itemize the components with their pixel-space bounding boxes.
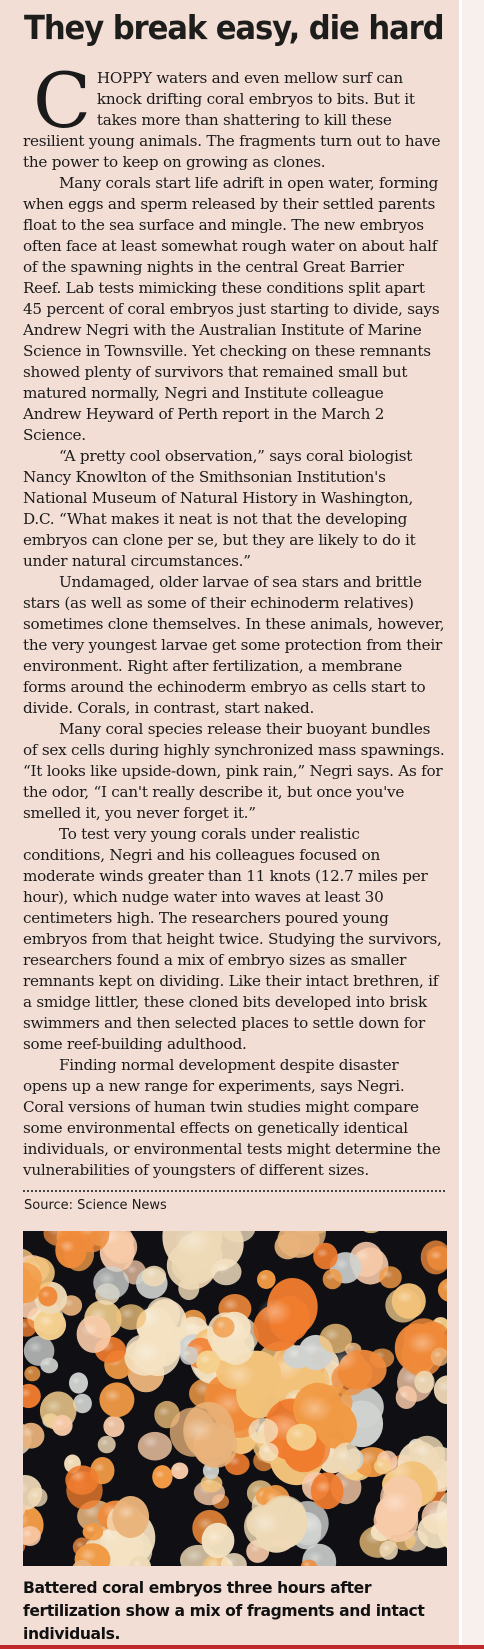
dotted-divider — [23, 1190, 445, 1192]
embryo-highlight — [336, 1449, 350, 1460]
bottom-accent-rule — [0, 1645, 484, 1649]
coral-embryos-image — [23, 1231, 447, 1566]
embryo-highlight — [173, 1465, 182, 1472]
embryo-highlight — [185, 1548, 204, 1563]
embryo-highlight — [142, 1435, 159, 1449]
embryo-highlight — [215, 1320, 226, 1329]
embryo-highlight — [44, 1399, 62, 1414]
embryo-highlight — [106, 1420, 116, 1428]
paragraph-5: Many coral species release their buoyant bundles of sex cells during highly synchronized mass spawnings. “It looks like upside-down, pink rain,” Negri says. As for the odor, “I can't really describe it, but once you've smelled it, you never forget it.” — [23, 720, 445, 822]
paragraph-1-text: HOPPY waters and even mellow surf can knock drifting coral embryos to bits. But it takes more than shattering to kill these resilient young animals. The fragments turn out to have the power to keep on growing as clones. — [23, 69, 441, 171]
embryo-highlight — [30, 1491, 40, 1499]
coral-embryos-photo — [23, 1231, 447, 1566]
embryo-highlight — [117, 1505, 135, 1520]
embryo-highlight — [290, 1427, 305, 1439]
embryo-highlight — [199, 1354, 211, 1364]
embryo-highlight — [70, 1469, 87, 1482]
embryo-highlight — [316, 1248, 328, 1258]
embryo-highlight — [315, 1480, 331, 1493]
embryo-highlight — [43, 1360, 52, 1367]
embryo-highlight — [126, 1265, 137, 1274]
embryo-highlight — [100, 1439, 109, 1446]
embryo-highlight — [59, 1240, 75, 1253]
embryo-highlight — [222, 1362, 255, 1388]
embryo-highlight — [183, 1350, 192, 1357]
embryo-highlight — [382, 1270, 393, 1279]
embryo-highlight — [414, 1443, 432, 1457]
embryo-highlight — [206, 1530, 222, 1543]
embryo-highlight — [252, 1421, 267, 1433]
embryo-highlight — [81, 1323, 98, 1337]
embryo-highlight — [26, 1369, 34, 1375]
embryo-highlight — [38, 1314, 54, 1327]
embryo-highlight — [182, 1417, 214, 1443]
embryo-highlight — [257, 1298, 292, 1326]
embryo-highlight — [41, 1290, 51, 1298]
paragraph-3: “A pretty cool observation,” says coral biologist Nancy Knowlton of the Smithsonian Institution's National Museum of Natural History in Washington, D.C. “What makes it neat is not that the developing embryos can clone per se, but they are likely to do it under natural circumstances.” — [23, 447, 416, 570]
paragraph-4: Undamaged, older larvae of sea stars and brittle stars (as well as some of their echinoderm relatives) sometimes clone themselves. In these animals, however, the very youngest larvae get some protection from their environment. Right after fertilization, a membrane forms around the echinoderm embryo as cells start to divide. Corals, in contrast, start naked. — [23, 573, 445, 717]
embryo-highlight — [120, 1307, 135, 1319]
embryo-highlight — [71, 1377, 81, 1385]
embryo-highlight — [132, 1341, 160, 1364]
embryo-highlight — [223, 1298, 239, 1311]
headline: They break easy, die hard — [24, 8, 444, 47]
embryo-highlight — [155, 1470, 165, 1478]
embryo-highlight — [104, 1389, 122, 1403]
paragraph-2: Many corals start life adrift in open water, forming when eggs and sperm released by their settled parents float to the sea surface and mingle. The new embryos often face at least somewhat rough water on about half of the spawning nights in the central Great Barrier Reef. Lab tests mimicking these conditions split apart 45 percent of coral embryos just starting to divide, says Andrew Negri with the Australian Institute of Marine Science in Townsville. Yet checking on these remnants showed plenty of survivors that remained small but matured normally, Negri and Institute colleague Andrew Heyward of Perth report in the March 2 Science. — [23, 174, 440, 444]
source-credit: Source: Science News — [24, 1198, 167, 1213]
embryo-highlight — [396, 1290, 413, 1304]
embryo-highlight — [398, 1391, 409, 1400]
embryo-highlight — [325, 1273, 335, 1281]
embryo-highlight — [376, 1461, 385, 1468]
paragraph-1 — [23, 56, 445, 173]
embryo-highlight — [85, 1525, 95, 1533]
embryo-highlight — [158, 1406, 171, 1416]
paragraph-7: Finding normal development despite disaster opens up a new range for experiments, says Negri. Coral versions of human twin studies might compare some environmental effects on genetically identical individuals, or environmental tests might determine the vulnerabilities of youngsters of different sizes. — [23, 1056, 441, 1179]
embryo-highlight — [380, 1491, 410, 1515]
embryo-highlight — [28, 1341, 43, 1353]
embryo-highlight — [66, 1458, 74, 1465]
embryo-highlight — [98, 1271, 116, 1285]
embryo-highlight — [93, 1463, 105, 1473]
embryo-highlight — [250, 1511, 280, 1535]
paragraph-6: To test very young corals under realistic conditions, Negri and his colleagues focused on moderate winds greater than 11 knots (12.7 miles per hour), which nudge water into waves at least 30 centimeters high. The researchers poured young embryos from that height twice. Studying the survivors, researchers found a mix of embryo sizes as smaller remnants kept on dividing. Like their intact brethren, if a smidge littler, these cloned bits developed into brisk swimmers and then selected places to settle down for some reef-building adulthood. — [23, 825, 442, 1053]
drop-cap: C — [33, 56, 91, 145]
embryo-highlight — [430, 1250, 442, 1260]
article-body — [23, 56, 445, 1181]
embryo-highlight — [215, 1262, 230, 1274]
embryo-highlight — [55, 1419, 65, 1427]
embryo-highlight — [259, 1274, 268, 1281]
embryo-highlight — [76, 1397, 85, 1405]
embryo-blob — [359, 1231, 384, 1233]
embryo-highlight — [382, 1544, 391, 1551]
embryo-highlight — [417, 1375, 427, 1383]
embryo-highlight — [145, 1268, 157, 1278]
embryo-highlight — [433, 1351, 442, 1358]
embryo-highlight — [297, 1395, 332, 1423]
embryo-highlight — [324, 1328, 340, 1341]
embryo-highlight — [303, 1341, 320, 1355]
photo-caption: Battered coral embryos three hours after fertilization show a mix of fragments and intact individuals. — [23, 1579, 425, 1643]
embryo-highlight — [261, 1446, 271, 1454]
